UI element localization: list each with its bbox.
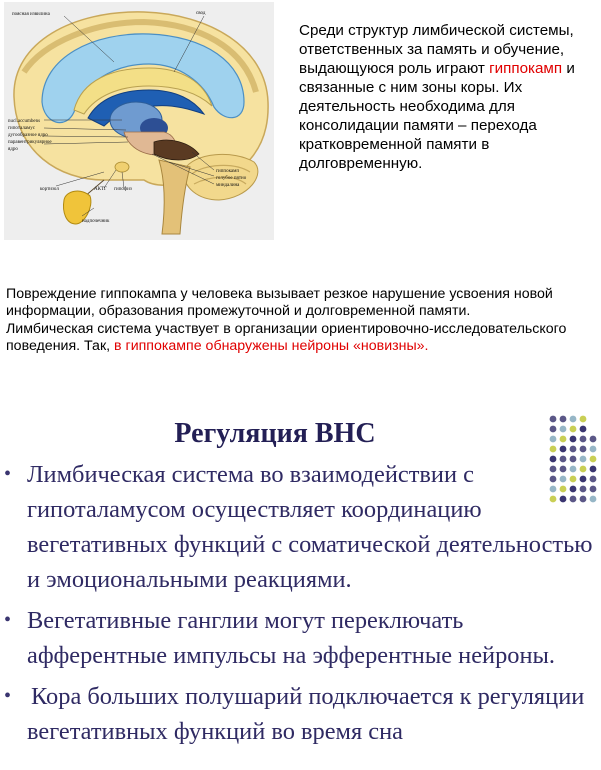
dot-icon xyxy=(580,416,587,423)
dot-icon xyxy=(550,436,557,443)
dot-icon xyxy=(560,426,567,433)
bullet-text: Кора больших полушарий подключается к регуляции вегетативных функций во время сна xyxy=(27,683,585,745)
bullet-text: Вегетативные ганглии могут переключать афферентные импульсы на эфферентные нейроны. xyxy=(27,607,556,669)
memory-text-after: и связанные с ним зоны коры. Их деятельность необходима для консолидации памяти – перехода кратковременной памяти в долговременную. xyxy=(299,60,575,172)
dot-icon xyxy=(570,446,577,453)
dot-icon xyxy=(560,446,567,453)
dot-icon xyxy=(570,426,577,433)
figure-label: ядро xyxy=(8,147,18,152)
dot-icon xyxy=(550,426,557,433)
figure-label: свод xyxy=(196,11,206,16)
novelty-text-before: Лимбическая система участвует в организации ориентировочно-исследовательского поведения. Так, xyxy=(6,320,567,355)
list-item xyxy=(0,457,601,597)
dot-icon xyxy=(570,416,577,423)
dot-icon xyxy=(560,436,567,443)
list-item xyxy=(0,603,601,673)
list-item xyxy=(0,679,601,749)
dot-icon xyxy=(550,446,557,453)
figure-label: надпочечник xyxy=(82,219,110,224)
figure-label: поясная извилина xyxy=(12,12,50,17)
bullet-icon: • xyxy=(4,463,12,485)
dot-icon xyxy=(580,426,587,433)
dot-icon xyxy=(560,416,567,423)
dot-icon xyxy=(590,436,597,443)
bullet-list xyxy=(0,457,601,755)
figure-label: паравентрикулярное xyxy=(8,140,52,145)
dot-icon xyxy=(580,446,587,453)
figure-label: гиппокамп xyxy=(216,169,239,174)
figure-label: миндалина xyxy=(216,183,240,188)
dot-icon xyxy=(570,436,577,443)
bullet-text: Лимбическая система во взаимодействии с гипоталамусом осуществляет координацию вегетативных функций с соматической деятельностью и эмоциональными реакциями. xyxy=(27,461,593,593)
bullet-icon: • xyxy=(4,685,12,707)
figure-label: голубое пятно xyxy=(216,176,247,181)
memory-paragraph xyxy=(299,21,599,173)
slide-title: Регуляция ВНС xyxy=(174,418,376,449)
hippocampus-highlight: гиппокамп xyxy=(489,60,563,77)
novelty-paragraph xyxy=(6,321,596,356)
novelty-highlight: в гиппокампе обнаружены нейроны «новизны». xyxy=(114,338,429,355)
brain-illustration xyxy=(4,2,274,240)
memory-text-before: Среди структур лимбической системы, ответственных за память и обучение, выдающуюся роль играют xyxy=(299,22,574,77)
dot-icon xyxy=(580,436,587,443)
bullet-icon: • xyxy=(4,609,12,631)
brain-figure xyxy=(4,2,274,240)
dot-icon xyxy=(550,416,557,423)
figure-label: дугообразное ядро xyxy=(8,133,48,138)
figure-label: гипоталамус xyxy=(8,126,35,131)
damage-paragraph: Повреждение гиппокампа у человека вызывает резкое нарушение усвоения новой информации, образования промежуточной и долговременной памяти. xyxy=(6,286,553,320)
figure-label: АКТГ xyxy=(94,187,107,192)
figure-label: гипофиз xyxy=(114,187,132,192)
figure-label: кортизол xyxy=(40,187,59,192)
dot-icon xyxy=(590,446,597,453)
figure-label: nucl.accumbens xyxy=(8,119,41,124)
hippocampus-paragraph xyxy=(6,286,596,356)
